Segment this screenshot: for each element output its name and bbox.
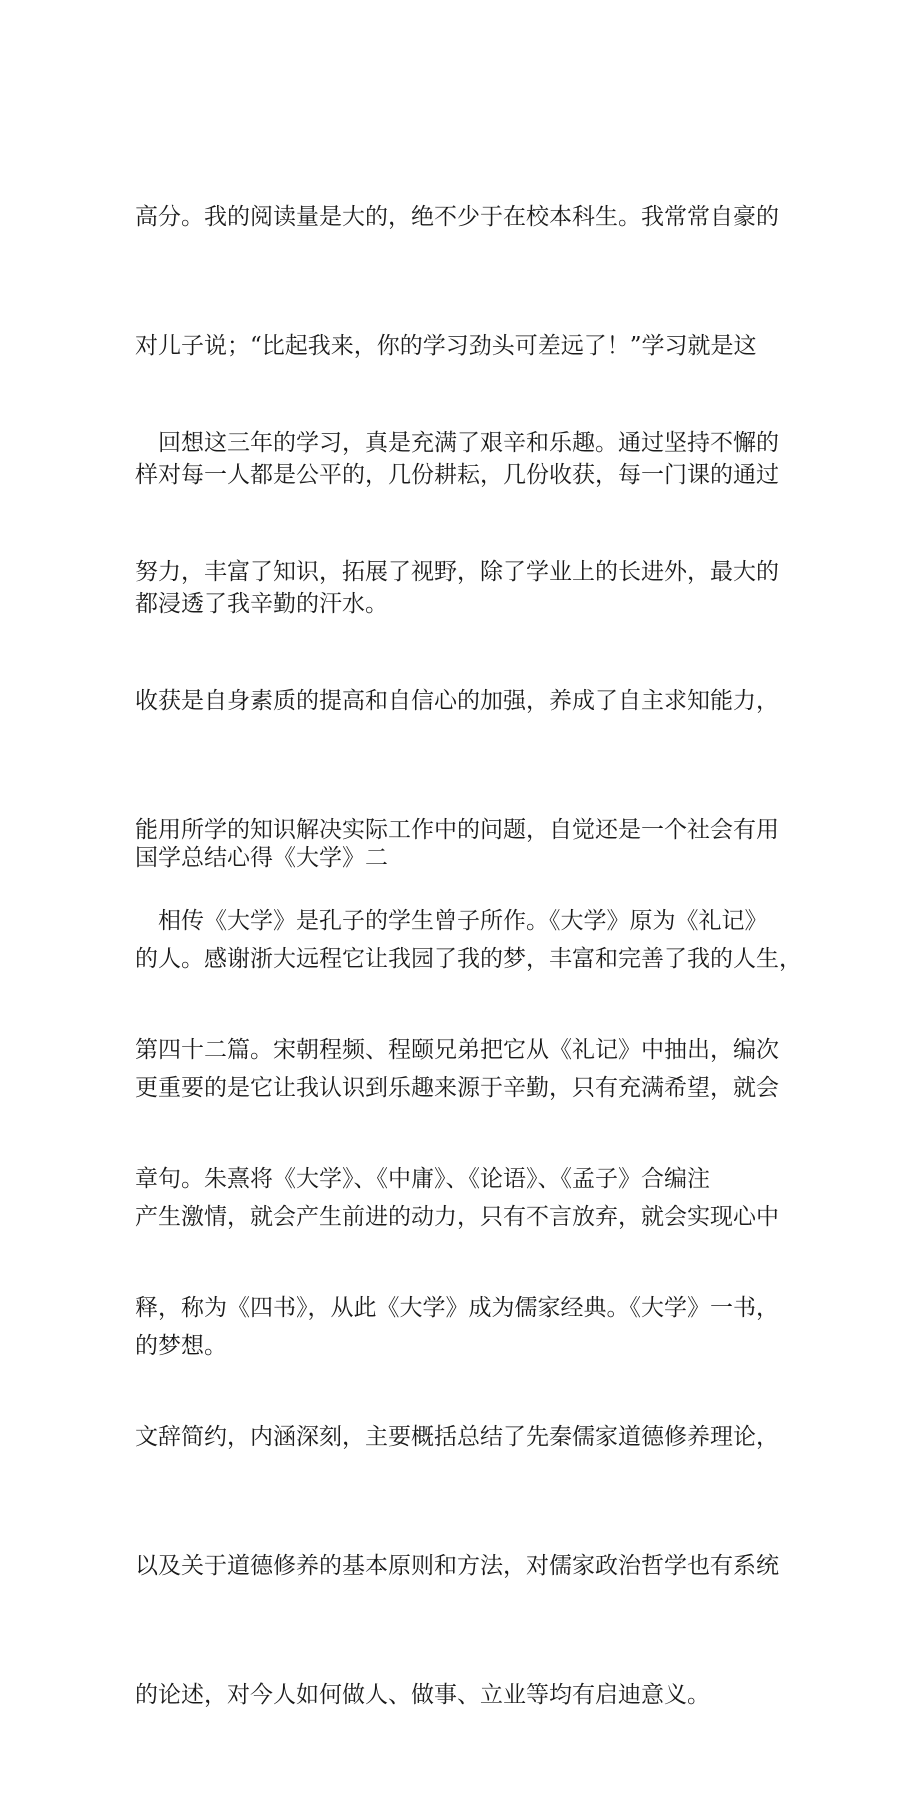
text-line: 样对每一人都是公平的，几份耕耘，几份收获，每一门课的通过 — [135, 462, 779, 488]
text-line: 以及关于道德修养的基本原则和方法，对儒家政治哲学也有系统 — [135, 1553, 779, 1579]
section-heading-text: 国学总结心得《大学》二 — [135, 845, 388, 871]
text-line: 回想这三年的学习，真是充满了艰辛和乐趣。通过坚持不懈的 — [135, 430, 779, 456]
text-line: 高分。我的阅读量是大的，绝不少于在校本科生。我常常自豪的 — [135, 204, 779, 230]
text-line: 能用所学的知识解决实际工作中的问题，自觉还是一个社会有用 — [135, 817, 779, 843]
text-line: 的论述，对今人如何做人、做事、立业等均有启迪意义。 — [135, 1682, 710, 1708]
paragraph-daxue-intro — [135, 814, 800, 1803]
text-line: 更重要的是它让我认识到乐趣来源于辛勤，只有充满希望，就会 — [135, 1075, 779, 1101]
text-line: 第四十二篇。宋朝程频、程颐兄弟把它从《礼记》中抽出，编次 — [135, 1037, 779, 1063]
text-line: 相传《大学》是孔子的学生曾子所作。《大学》原为《礼记》 — [135, 908, 768, 934]
text-line: 都浸透了我辛勤的汗水。 — [135, 591, 388, 617]
text-line: 的梦想。 — [135, 1333, 227, 1359]
text-line: 收获是自身素质的提高和自信心的加强，养成了自主求知能力， — [135, 688, 779, 714]
text-line: 的人。感谢浙大远程它让我园了我的梦，丰富和完善了我的人生， — [135, 946, 802, 972]
text-line: 释，称为《四书》，从此《大学》成为儒家经典。《大学》一书， — [135, 1295, 779, 1321]
text-line: 章句。朱熹将《大学》、《中庸》、《论语》、《孟子》合编注 — [135, 1166, 710, 1192]
text-line: 文辞简约，内涵深刻，主要概括总结了先秦儒家道德修养理论， — [135, 1424, 779, 1450]
text-line: 产生激情，就会产生前进的动力，只有不言放弃，就会实现心中 — [135, 1204, 779, 1230]
text-line: 对儿子说；“比起我来，你的学习劲头可差远了！”学习就是这 — [135, 333, 757, 359]
text-line: 努力，丰富了知识，拓展了视野，除了学业上的长进外，最大的 — [135, 559, 779, 585]
